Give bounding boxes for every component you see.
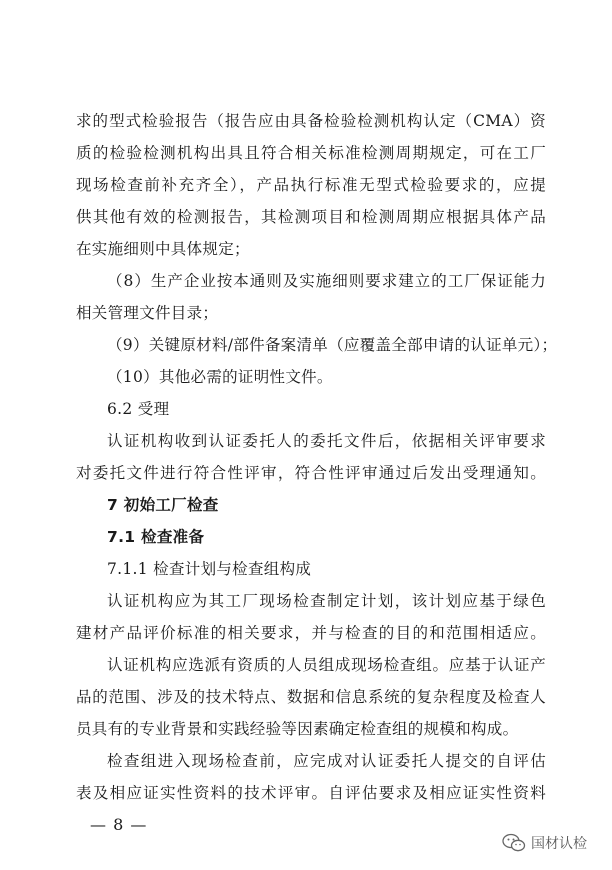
text-line: 认证机构应为其工厂现场检查制定计划，该计划应基于绿色 — [107, 592, 546, 610]
text-line: 品的范围、涉及的技术特点、数据和信息系统的复杂程度及检查人 — [76, 688, 546, 706]
watermark — [502, 833, 587, 853]
section-heading-7: 7 初始工厂检查 — [107, 496, 219, 514]
text-line: 检查组进入现场检查前，应完成对认证委托人提交的自评估 — [107, 752, 546, 770]
text-line: 认证机构应选派有资质的人员组成现场检查组。应基于认证产 — [107, 656, 546, 674]
text-line: 在实施细则中具体规定； — [76, 240, 250, 258]
text-line: 相关管理文件目录； — [76, 304, 219, 322]
text-line: 认证机构收到认证委托人的委托文件后，依据相关评审要求 — [107, 432, 546, 450]
text-line: 建材产品评价标准的相关要求，并与检查的目的和范围相适应。 — [76, 624, 546, 642]
text-line: 员具有的专业背景和实践经验等因素确定检查组的规模和构成。 — [76, 720, 519, 738]
text-line: 质的检验检测机构出具且符合相关标准检测周期规定，可在工厂 — [76, 144, 546, 162]
wechat-icon — [502, 833, 526, 853]
list-item-8: （8）生产企业按本通则及实施细则要求建立的工厂保证能力 — [107, 272, 546, 290]
watermark-text: 国材认检 — [531, 836, 587, 852]
text-line: 求的型式检验报告（报告应由具备检验检测机构认定（CMA）资 — [76, 112, 546, 130]
text-line: 表及相应证实性资料的技术评审。自评估要求及相应证实性资料 — [76, 784, 546, 802]
list-item-10: （10）其他必需的证明性文件。 — [107, 368, 333, 386]
text-line: 供其他有效的检测报告，其检测项目和检测周期应根据具体产品 — [76, 208, 546, 226]
text-line: 现场检查前补充齐全），产品执行标准无型式检验要求的，应提 — [76, 176, 546, 194]
section-heading-7-1-1: 7.1.1 检查计划与检查组构成 — [107, 560, 312, 578]
text-line: 对委托文件进行符合性评审，符合性评审通过后发出受理通知。 — [76, 464, 546, 482]
section-heading-7-1: 7.1 检查准备 — [107, 528, 205, 546]
page-number: — 8 — — [90, 815, 148, 834]
section-heading-6-2: 6.2 受理 — [107, 400, 170, 418]
list-item-9: （9）关键原材料/部件备案清单（应覆盖全部申请的认证单元）； — [107, 336, 558, 354]
